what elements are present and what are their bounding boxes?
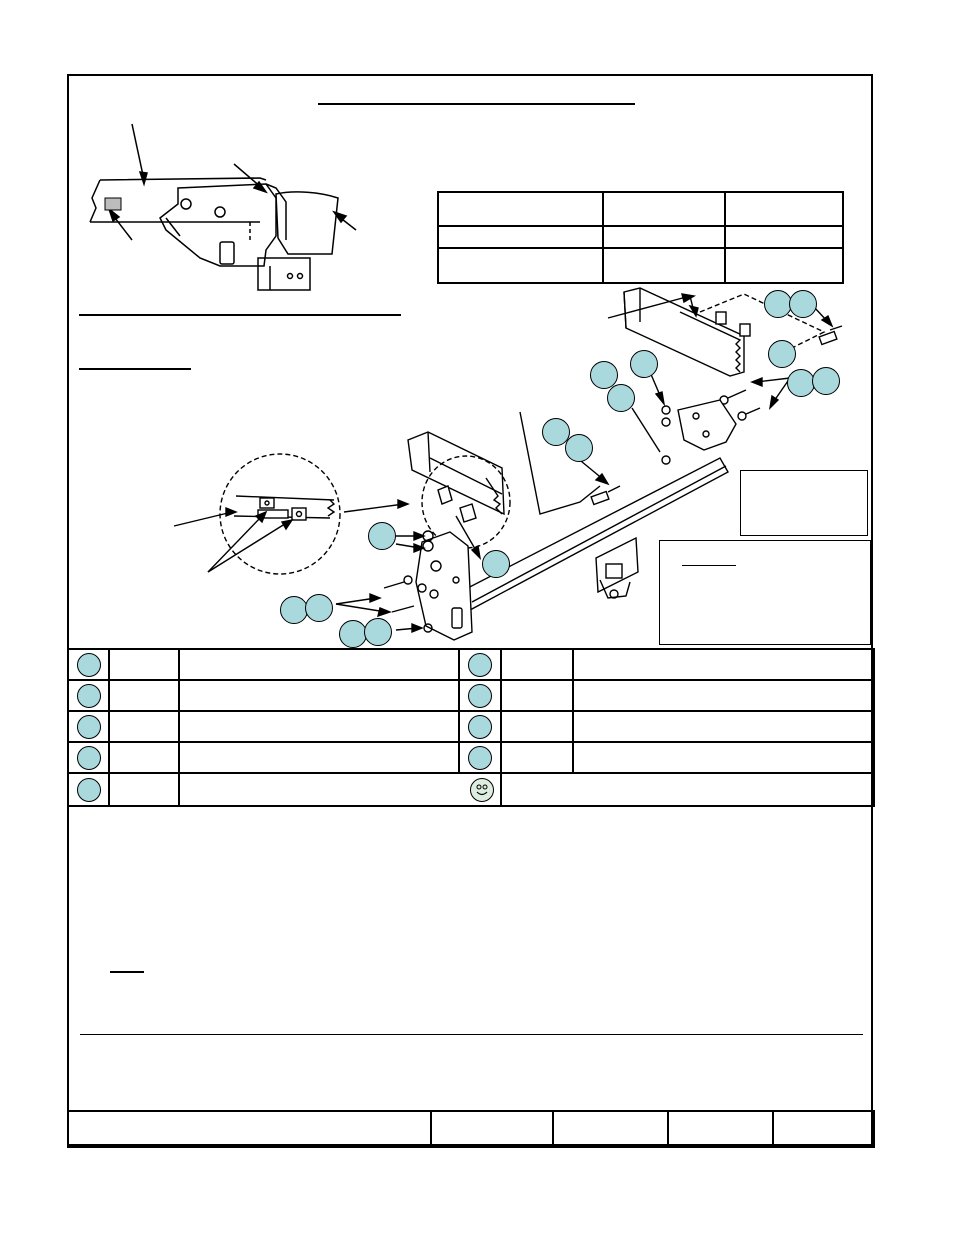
callout-bubble	[280, 596, 308, 624]
callout-bubble	[607, 384, 635, 412]
callout-bubble	[764, 290, 792, 318]
callout-circle-icon	[77, 778, 101, 802]
callout-circle-icon	[468, 653, 492, 677]
desc-cell	[573, 742, 874, 773]
spec-cell	[725, 248, 843, 283]
callout-bubble	[565, 434, 593, 462]
desc-cell	[179, 711, 459, 742]
qty-cell	[109, 680, 179, 711]
callout-bubble	[305, 594, 333, 622]
callout-bubble	[787, 369, 815, 397]
callout-circle-icon	[77, 746, 101, 770]
note-label-underline	[110, 971, 144, 973]
callout-circle-icon	[77, 653, 101, 677]
desc-cell	[573, 649, 874, 680]
callout-bubble	[368, 522, 396, 550]
note-box-large	[659, 540, 871, 645]
spec-cell	[438, 248, 603, 283]
callout-bubble	[789, 290, 817, 318]
desc-cell	[179, 742, 459, 773]
footer-cell	[668, 1111, 773, 1147]
spec-cell	[725, 226, 843, 248]
note-heading-underline	[682, 565, 736, 566]
spec-cell	[438, 226, 603, 248]
qty-cell	[501, 711, 573, 742]
zoom-detail-circle	[170, 452, 345, 582]
qty-cell	[109, 773, 179, 806]
footer-table	[67, 1110, 875, 1148]
callout-circle-icon	[468, 684, 492, 708]
desc-cell	[573, 711, 874, 742]
callout-bubble	[482, 550, 510, 578]
qty-cell	[109, 711, 179, 742]
desc-cell	[573, 680, 874, 711]
spec-header-cell	[438, 192, 603, 226]
title-underline	[318, 103, 635, 105]
callout-bubble	[630, 350, 658, 378]
table-row	[68, 773, 874, 806]
table-row	[68, 742, 874, 773]
callout-circle-icon	[468, 715, 492, 739]
callout-bubble	[812, 367, 840, 395]
qty-cell	[109, 649, 179, 680]
footer-cell	[773, 1111, 874, 1147]
desc-cell	[179, 680, 459, 711]
callout-circle-icon	[77, 684, 101, 708]
parts-table	[67, 648, 875, 807]
footer-cell	[431, 1111, 553, 1147]
spec-cell	[603, 226, 725, 248]
inset-frame-illustration	[80, 118, 370, 298]
spec-header-cell	[603, 192, 725, 226]
qty-cell	[501, 649, 573, 680]
spec-table	[437, 191, 844, 284]
spec-header-cell	[725, 192, 843, 226]
smiley-face-icon	[470, 778, 494, 802]
qty-cell	[501, 742, 573, 773]
qty-cell	[501, 680, 573, 711]
note-box-small	[740, 470, 868, 536]
instructions-divider	[80, 1034, 863, 1035]
callout-circle-icon	[468, 746, 492, 770]
callout-bubble	[364, 618, 392, 646]
table-row	[68, 711, 874, 742]
desc-cell	[179, 649, 459, 680]
table-row	[68, 649, 874, 680]
table-row	[68, 680, 874, 711]
footer-cell	[553, 1111, 668, 1147]
qty-cell	[109, 742, 179, 773]
desc-cell	[501, 773, 874, 806]
callout-bubble	[339, 620, 367, 648]
callout-bubble	[768, 340, 796, 368]
spec-cell	[603, 248, 725, 283]
footer-cell	[68, 1111, 431, 1147]
callout-circle-icon	[77, 715, 101, 739]
